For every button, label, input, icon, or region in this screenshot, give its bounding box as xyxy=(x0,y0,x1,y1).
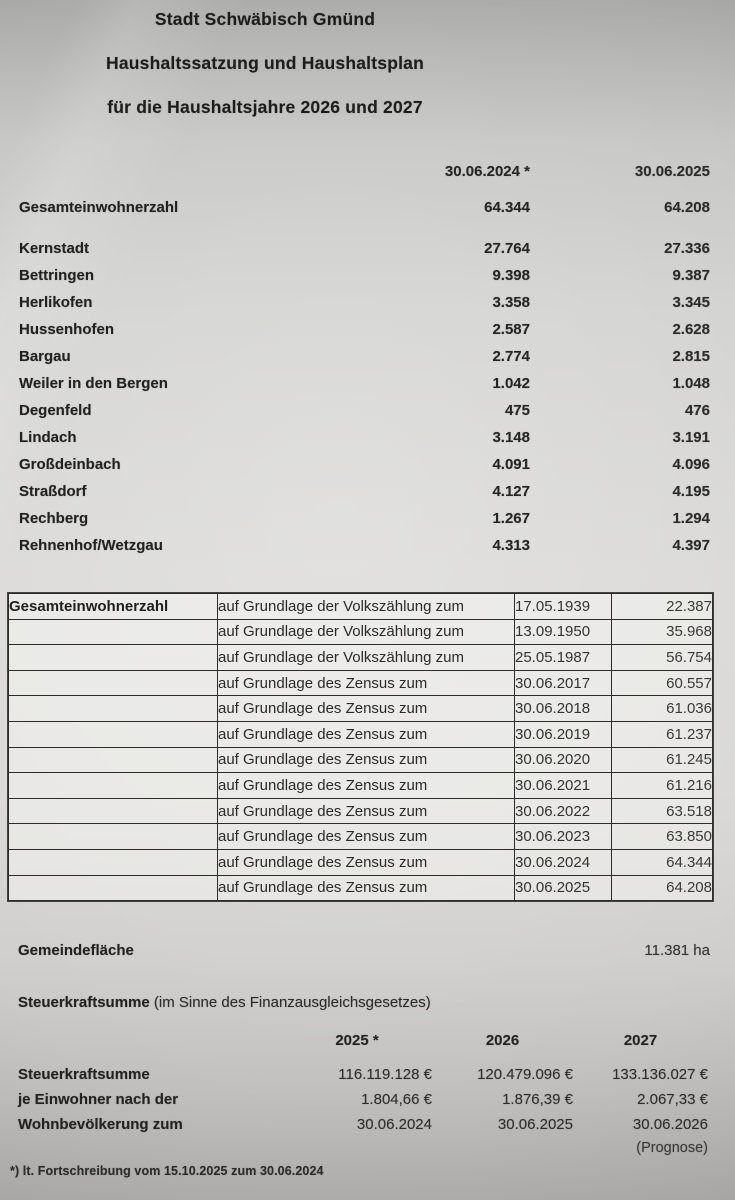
district-2024: 2.587 xyxy=(492,321,530,338)
census-value: 64.344 xyxy=(612,849,713,875)
census-basis: auf Grundlage des Zensus zum xyxy=(218,721,515,747)
district-row xyxy=(14,424,710,451)
district-label: Bargau xyxy=(19,348,71,365)
district-label: Großdeinbach xyxy=(19,456,121,473)
tax-row-label: Wohnbevölkerung zum xyxy=(18,1116,183,1133)
district-2025: 27.336 xyxy=(664,240,710,257)
district-row xyxy=(14,343,710,370)
census-date: 30.06.2025 xyxy=(515,875,612,901)
census-value: 56.754 xyxy=(612,645,713,671)
district-2024: 3.358 xyxy=(492,294,530,311)
tax-table xyxy=(14,1028,708,1158)
district-label: Rehnenhof/Wetzgau xyxy=(19,537,163,554)
document-subtitle: für die Haushaltsjahre 2026 und 2027 xyxy=(107,97,423,117)
city-title: Stadt Schwäbisch Gmünd xyxy=(154,9,376,29)
tax-value: 30.06.2025 xyxy=(497,1116,573,1133)
census-basis: auf Grundlage des Zensus zum xyxy=(218,747,515,773)
tax-value: 133.136.027 € xyxy=(612,1066,708,1083)
census-row xyxy=(9,824,713,850)
census-basis: auf Grundlage des Zensus zum xyxy=(218,849,515,875)
census-row-header-empty xyxy=(9,645,218,671)
census-basis: auf Grundlage des Zensus zum xyxy=(218,670,515,696)
census-basis: auf Grundlage des Zensus zum xyxy=(218,696,515,722)
district-2025: 2.815 xyxy=(672,348,710,365)
census-value: 63.850 xyxy=(612,824,713,850)
census-value: 61.245 xyxy=(612,747,713,773)
district-2024: 475 xyxy=(504,402,530,419)
census-date: 30.06.2017 xyxy=(515,670,612,696)
district-2025: 4.096 xyxy=(672,456,710,473)
census-row-header-empty xyxy=(9,721,218,747)
district-row xyxy=(14,397,710,424)
census-basis: auf Grundlage der Volkszählung zum xyxy=(218,594,515,620)
census-date: 30.06.2021 xyxy=(515,773,612,799)
census-row xyxy=(9,721,713,747)
district-label: Hussenhofen xyxy=(19,321,115,338)
tax-data-row xyxy=(14,1112,708,1137)
census-date: 30.06.2022 xyxy=(515,798,612,824)
district-2024: 4.127 xyxy=(492,483,530,500)
tax-prognose-note: (Prognose) xyxy=(636,1139,708,1156)
tax-value: 116.119.128 € xyxy=(338,1066,432,1083)
district-label: Herlikofen xyxy=(19,294,93,311)
district-label: Degenfeld xyxy=(19,402,92,419)
tax-data-row xyxy=(14,1087,708,1112)
census-value: 35.968 xyxy=(612,619,713,645)
census-row xyxy=(9,773,713,799)
tax-header-row xyxy=(14,1028,708,1052)
tax-row-label: je Einwohner nach der xyxy=(18,1091,179,1108)
district-2024: 27.764 xyxy=(484,240,530,257)
tax-heading-term: Steuerkraftsumme xyxy=(18,994,150,1011)
tax-value: 30.06.2024 xyxy=(356,1116,432,1133)
census-date: 30.06.2018 xyxy=(515,696,612,722)
district-row xyxy=(14,451,710,478)
census-value: 64.208 xyxy=(612,875,713,901)
district-label: Weiler in den Bergen xyxy=(19,375,168,392)
census-date: 25.05.1987 xyxy=(515,645,612,671)
census-row xyxy=(9,670,713,696)
document-title-block xyxy=(0,8,530,140)
district-row xyxy=(14,235,710,262)
census-row-header-empty xyxy=(9,670,218,696)
population-col-header-2024: 30.06.2024 * xyxy=(444,162,530,180)
district-row xyxy=(14,289,710,316)
census-row xyxy=(9,798,713,824)
district-label: Kernstadt xyxy=(19,240,90,257)
census-value: 60.557 xyxy=(612,670,713,696)
census-basis: auf Grundlage der Volkszählung zum xyxy=(218,645,515,671)
district-2025: 4.195 xyxy=(672,483,710,500)
district-label: Lindach xyxy=(19,429,77,446)
census-value: 61.036 xyxy=(612,696,713,722)
population-total-2025: 64.208 xyxy=(664,198,710,216)
census-row-header-empty xyxy=(9,619,218,645)
tax-prognose-row xyxy=(14,1137,708,1158)
census-value: 63.518 xyxy=(612,798,713,824)
tax-heading-note: (im Sinne des Finanzausgleichsgesetzes) xyxy=(149,994,431,1011)
census-basis: auf Grundlage des Zensus zum xyxy=(218,875,515,901)
tax-value: 30.06.2026 xyxy=(632,1116,708,1133)
municipal-area-label: Gemeindefläche xyxy=(18,942,134,959)
district-2025: 9.387 xyxy=(672,267,710,284)
census-row-header-empty xyxy=(9,696,218,722)
district-2024: 1.042 xyxy=(492,375,530,392)
district-2024: 4.091 xyxy=(492,456,530,473)
census-row-header-empty xyxy=(9,849,218,875)
census-row-header-empty xyxy=(9,773,218,799)
district-2025: 3.345 xyxy=(672,294,710,311)
tax-value: 1.804,66 € xyxy=(361,1091,432,1108)
census-row xyxy=(9,747,713,773)
census-value: 22.387 xyxy=(612,594,713,620)
municipal-area-value: 11.381 ha xyxy=(644,942,710,959)
census-row xyxy=(9,619,713,645)
population-table xyxy=(14,160,710,559)
district-2025: 2.628 xyxy=(672,321,710,338)
census-row-header-empty xyxy=(9,798,218,824)
district-row xyxy=(14,316,710,343)
tax-value: 2.067,33 € xyxy=(637,1091,708,1108)
tax-heading xyxy=(14,994,724,1011)
district-2025: 4.397 xyxy=(672,537,710,554)
census-basis: auf Grundlage des Zensus zum xyxy=(218,773,515,799)
municipal-area-row xyxy=(14,942,710,959)
population-total-row xyxy=(14,194,710,220)
population-total-label: Gesamteinwohnerzahl xyxy=(19,198,179,216)
census-table xyxy=(8,593,713,901)
district-2024: 1.267 xyxy=(492,510,530,527)
district-2024: 2.774 xyxy=(492,348,530,365)
census-date: 17.05.1939 xyxy=(515,594,612,620)
district-row xyxy=(14,478,710,505)
population-total-2024: 64.344 xyxy=(484,198,530,216)
census-date: 13.09.1950 xyxy=(515,619,612,645)
census-date: 30.06.2020 xyxy=(515,747,612,773)
census-row xyxy=(9,645,713,671)
district-row xyxy=(14,505,710,532)
district-2025: 3.191 xyxy=(672,429,710,446)
census-row xyxy=(9,849,713,875)
district-row xyxy=(14,262,710,289)
footnote: *) lt. Fortschreibung vom 15.10.2025 zum 30.06.2024 xyxy=(10,1164,324,1178)
census-value: 61.237 xyxy=(612,721,713,747)
census-value: 61.216 xyxy=(612,773,713,799)
census-row xyxy=(9,696,713,722)
district-2025: 1.048 xyxy=(672,375,710,392)
district-label: Straßdorf xyxy=(19,483,87,500)
census-date: 30.06.2024 xyxy=(515,849,612,875)
district-row xyxy=(14,532,710,559)
population-col-header-2025: 30.06.2025 xyxy=(634,162,710,180)
district-label: Rechberg xyxy=(19,510,89,527)
census-row-header-empty xyxy=(9,824,218,850)
census-date: 30.06.2019 xyxy=(515,721,612,747)
tax-row-label: Steuerkraftsumme xyxy=(18,1066,150,1083)
census-basis: auf Grundlage des Zensus zum xyxy=(218,798,515,824)
census-table-wrap xyxy=(8,593,713,901)
district-2024: 4.313 xyxy=(492,537,530,554)
census-row-header-empty xyxy=(9,747,218,773)
census-basis: auf Grundlage der Volkszählung zum xyxy=(218,619,515,645)
district-2024: 9.398 xyxy=(492,267,530,284)
census-basis: auf Grundlage des Zensus zum xyxy=(218,824,515,850)
tax-col-header-2026: 2026 xyxy=(485,1031,520,1049)
district-2024: 3.148 xyxy=(492,429,530,446)
census-row xyxy=(9,875,713,901)
census-row-header: Gesamteinwohnerzahl xyxy=(9,594,218,620)
census-date: 30.06.2023 xyxy=(515,824,612,850)
district-row xyxy=(14,370,710,397)
census-row-header-empty xyxy=(9,875,218,901)
tax-col-header-2027: 2027 xyxy=(623,1031,658,1049)
tax-data-row xyxy=(14,1062,708,1087)
tax-value: 1.876,39 € xyxy=(502,1091,573,1108)
district-2025: 476 xyxy=(684,402,710,419)
tax-value: 120.479.096 € xyxy=(477,1066,573,1083)
document-title: Haushaltssatzung und Haushaltsplan xyxy=(106,53,424,73)
district-2025: 1.294 xyxy=(672,510,710,527)
census-row xyxy=(9,594,713,620)
district-label: Bettringen xyxy=(19,267,94,284)
tax-col-header-2025: 2025 * xyxy=(335,1031,379,1049)
population-header-row xyxy=(14,160,710,182)
